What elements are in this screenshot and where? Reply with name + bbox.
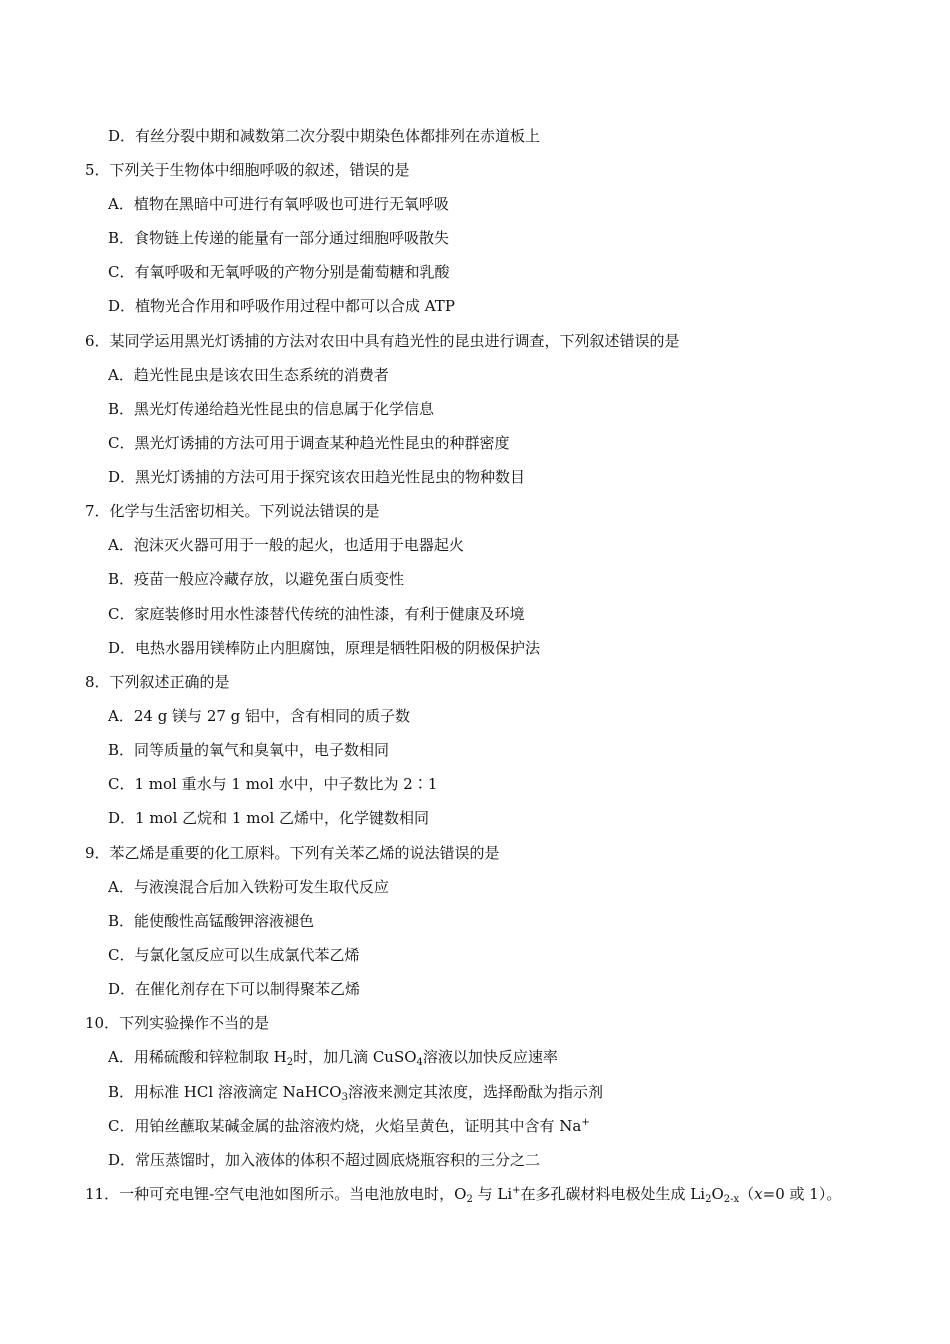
q6-option-c: C．黑光灯诱捕的方法可用于调查某种趋光性昆虫的种群密度: [108, 434, 510, 452]
q9-option-d: D．在催化剂存在下可以制得聚苯乙烯: [108, 980, 361, 998]
q8-option-a: A．24 g 镁与 27 g 铝中，含有相同的质子数: [108, 707, 411, 725]
q7-option-c: C．家庭装修时用水性漆替代传统的油性漆，有利于健康及环境: [108, 605, 525, 623]
q10-option-a: A．用稀硫酸和锌粒制取 $H_2$时，加几滴 CuSO$_4$溶液以加快反应速率: [108, 1048, 558, 1068]
q5-stem: 5．下列关于生物体中细胞呼吸的叙述，错误的是: [85, 161, 410, 179]
q10-option-b: B．用标准 HCl 溶液滴定 NaHCO$_3$溶液来测定其浓度，选择酚酞为指示剂: [108, 1083, 603, 1103]
q6-option-a: A．趋光性昆虫是该农田生态系统的消费者: [108, 366, 389, 384]
q8-option-d: D．1 mol 乙烷和 1 mol 乙烯中，化学键数相同: [108, 809, 430, 827]
q7-option-d: D．电热水器用镁棒防止内胆腐蚀，原理是牺牲阳极的阴极保护法: [108, 639, 541, 657]
q7-option-b: B．疫苗一般应冷藏存放，以避免蛋白质变性: [108, 570, 405, 588]
q9-option-c: C．与氯化氢反应可以生成氯代苯乙烯: [108, 946, 360, 964]
q4-option-d: D．有丝分裂中期和减数第二次分裂中期染色体都排列在赤道板上: [108, 127, 541, 145]
q5-option-a: A．植物在黑暗中可进行有氧呼吸也可进行无氧呼吸: [108, 195, 449, 213]
q10-option-c: C．用铂丝蘸取某碱金属的盐溶液灼烧，火焰呈黄色，证明其中含有 Na+: [108, 1117, 590, 1135]
q9-stem: 9．苯乙烯是重要的化工原料。下列有关苯乙烯的说法错误的是: [85, 844, 500, 862]
q6-option-b: B．黑光灯传递给趋光性昆虫的信息属于化学信息: [108, 400, 435, 418]
q8-option-b: B．同等质量的氧气和臭氧中，电子数相同: [108, 741, 390, 759]
q7-option-a: A．泡沫灭火器可用于一般的起火，也适用于电器起火: [108, 536, 464, 554]
q9-option-a: A．与液溴混合后加入铁粉可发生取代反应: [108, 878, 389, 896]
q8-option-c: C．1 mol 重水与 1 mol 水中，中子数比为 2∶1: [108, 775, 438, 793]
q11-stem: 11．一种可充电锂-空气电池如图所示。当电池放电时，$O_2$ 与 Li+在多孔碳材料电极处生成 $Li_2O_{2-x}(x=0$ 或 1）。: [85, 1185, 842, 1205]
q6-option-d: D．黑光灯诱捕的方法可用于探究该农田趋光性昆虫的物种数目: [108, 468, 526, 486]
q6-stem: 6．某同学运用黑光灯诱捕的方法对农田中具有趋光性的昆虫进行调查，下列叙述错误的是: [85, 332, 680, 350]
q5-option-d: D．植物光合作用和呼吸作用过程中都可以合成 ATP: [108, 297, 455, 315]
q10-stem: 10．下列实验操作不当的是: [85, 1014, 270, 1032]
q5-option-c: C．有氧呼吸和无氧呼吸的产物分别是葡萄糖和乳酸: [108, 263, 450, 281]
q5-option-b: B．食物链上传递的能量有一部分通过细胞呼吸散失: [108, 229, 450, 247]
q9-option-b: B．能使酸性高锰酸钾溶液褪色: [108, 912, 315, 930]
q8-stem: 8．下列叙述正确的是: [85, 673, 230, 691]
q7-stem: 7．化学与生活密切相关。下列说法错误的是: [85, 502, 380, 520]
q10-option-d: D．常压蒸馏时，加入液体的体积不超过圆底烧瓶容积的三分之二: [108, 1151, 541, 1169]
